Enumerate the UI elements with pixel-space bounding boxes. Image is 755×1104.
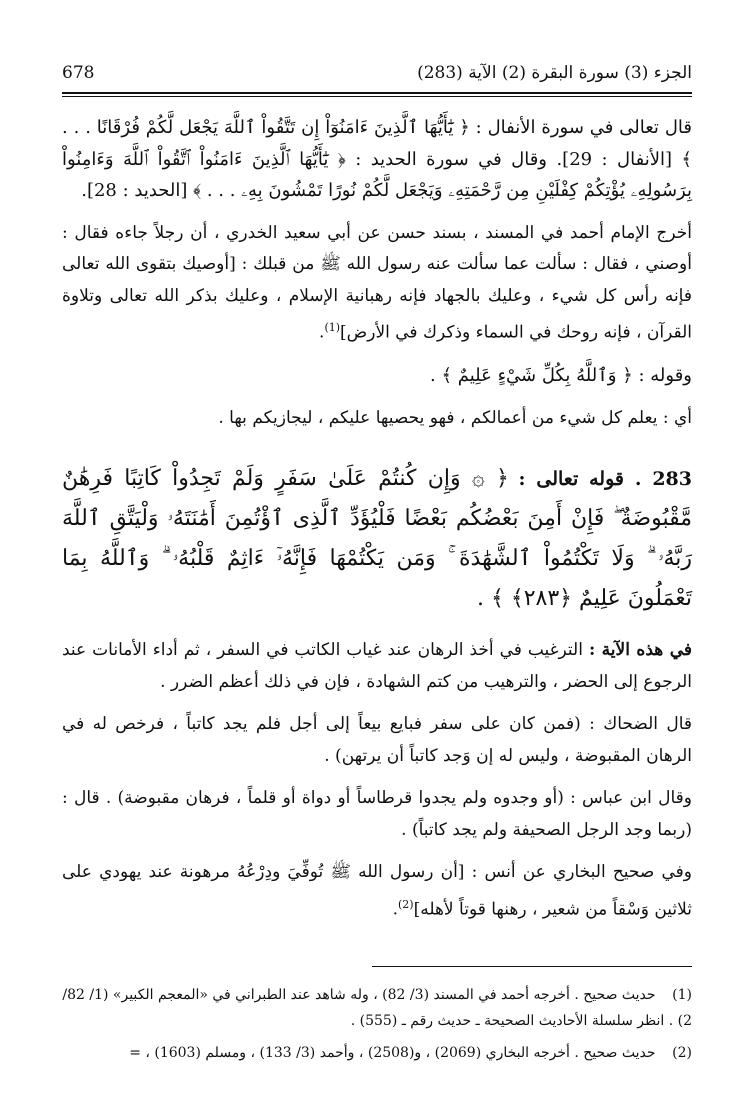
in-this-verse-text: الترغيب في أخذ الرهان عند غياب الكاتب في السفر ، ثم أداء الأمانات عند الرجوع إلى الحضر ، والترهيب من كتم الشهادة ، فإن في ذلك أعظم الضرر . <box>62 640 692 692</box>
page-header <box>62 58 692 88</box>
paragraph-qawluhu: وقوله : ﴿ وَٱللَّهُ بِكُلِّ شَيْءٍ عَلِيمٌ ﴾ . <box>430 365 692 387</box>
main-text <box>62 112 692 937</box>
footnote-2 <box>62 1040 692 1066</box>
in-this-verse-label: في هذه الآية : <box>588 640 692 661</box>
verse-283-text: ﴿ ۞ وَإِن كُنتُمْ عَلَىٰ سَفَرٍ وَلَمْ تَجِدُواْ كَاتِبًا فَرِهَٰنٌ مَّقْبُوضَةٌ ۖ فَإِنْ أَمِنَ بَعْضُكُم بَعْضًا فَلْيُؤَدِّ ٱلَّذِى ٱؤْتُمِنَ أَمَٰنَتَهُۥ وَلْيَتَّقِ ٱللَّهَ رَبَّهُۥ ۗ وَلَا تَكْتُمُواْ ٱلشَّهَٰدَةَ ۚ وَمَن يَكْتُمْهَا فَإِنَّهُۥٓ ءَاثِمٌ قَلْبُهُۥ ۗ وَٱللَّهُ بِمَا تَعْمَلُونَ عَلِيمٌ ﴿٢٨٣﴾ ﴾ . <box>62 466 692 612</box>
running-title: الجزء (3) سورة البقرة (2) الآية (283) <box>417 63 692 83</box>
footnote-2-number: (2) <box>672 1045 692 1061</box>
bukhari-text: وفي صحيح البخاري عن أنس : [أن رسول الله ﷺ تُوفِّيَ ودِرْعُهُ مرهونة عند يهودي على ثلاثين وَسْقاً من شعير ، رهنها قوتاً لأهله] <box>62 862 692 920</box>
page-number: 678 <box>62 63 95 83</box>
footnote-1-number: (1) <box>672 987 692 1003</box>
section-gap <box>62 445 692 459</box>
paragraph-anfal-hadid: قال تعالى في سورة الأنفال : ﴿ يَٰٓأَيُّهَا ٱلَّذِينَ ءَامَنُوٓاْ إِن تَتَّقُواْ ٱللَّهَ يَجْعَل لَّكُمْ فُرْقَانًا . . . ﴾ [الأنفال : 29]. وقال في سورة الحديد : ﴿ يَٰٓأَيُّهَا ٱلَّذِينَ ءَامَنُواْ ٱتَّقُواْ ٱللَّهَ وَءَامِنُواْ بِرَسُولِهِۦ يُؤْتِكُمْ كِفْلَيْنِ مِن رَّحْمَتِهِۦ وَيَجْعَل لَّكُمْ نُورًا تَمْشُونَ بِهِۦ . . . ﴾ [الحديد : 28]. <box>62 117 692 201</box>
hadith-text: أخرج الإمام أحمد في المسند ، بسند حسن عن أبي سعيد الخدري ، أن رجلاً جاءه فقال : أوصني ، فقال : سألت عما سألت عنه رسول الله ﷺ من قبلك : [أوصيك بتقوى الله تعالى فإنه رأس كل شيء ، وعليك بالجهاد فإنه رهبانية الإسلام ، وعليك بذكر الله تعالى وتلاوة القرآن ، فإنه روحك في السماء وذكرك في الأرض] <box>62 222 692 343</box>
footnote-ref-2[interactable]: (2) <box>398 897 414 911</box>
period: . <box>392 899 398 920</box>
paragraph-bukhari <box>62 857 692 926</box>
verse-label: 283 . قوله تعالى : <box>518 468 692 491</box>
header-rule-thin <box>62 96 692 97</box>
period: . <box>319 322 325 343</box>
footnote-2-text: حديث صحيح . أخرجه البخاري (2069) ، و(2508) ، وأحمد (3/ 133) ، ومسلم (1603) ، = <box>129 1045 656 1061</box>
paragraph-dahhak: قال الضحاك : (فمن كان على سفر فبايع بيعاً إلى أجل فلم يجد كاتباً ، فرخص له في الرهان المقبوضة ، وليس له إن وَجد كاتباً أن يرتهن) . <box>62 714 692 766</box>
footnote-separator <box>372 966 692 967</box>
footnote-ref-1[interactable]: (1) <box>324 321 341 334</box>
paragraph-ibn-abbas: وقال ابن عباس : (أو وجدوه ولم يجدوا قرطاساً أو دواة أو قلماً ، فرهان مقبوضة) . قال : (ربما وجد الرجل الصحيفة ولم يجد كاتباً) . <box>62 788 692 840</box>
footnote-1-text: حديث صحيح . أخرجه أحمد في المسند (3/ 82) ، وله شاهد عند الطبراني في «المعجم الكبير» (1/ 82/ 2) . انظر سلسلة الأحاديث الصحيحة ـ حديث رقم ـ (555) . <box>62 987 692 1029</box>
footnote-1 <box>62 982 692 1034</box>
paragraph-in-this-verse <box>62 635 692 698</box>
verse-283-block <box>62 459 692 619</box>
header-rule-thick <box>62 92 692 94</box>
footnotes <box>62 982 692 1072</box>
paragraph-explanation: أي : يعلم كل شيء من أعمالكم ، فهو يحصيها عليكم ، ليجازيكم بها . <box>218 407 692 428</box>
paragraph-hadith-ahmad <box>62 218 692 350</box>
